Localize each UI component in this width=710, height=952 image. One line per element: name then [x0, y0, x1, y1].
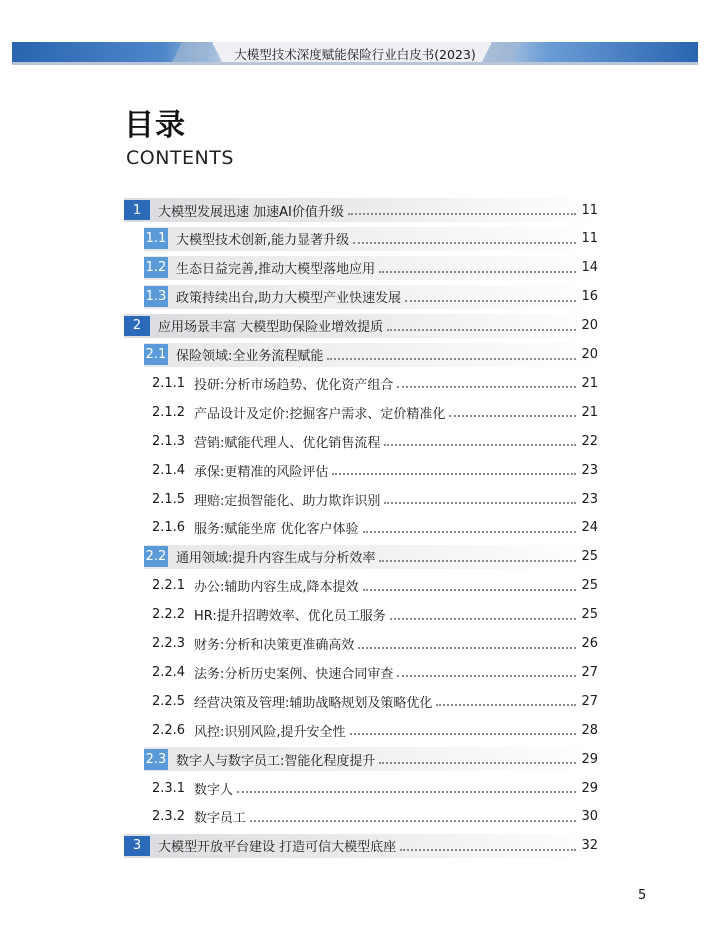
dot-leader: [358, 647, 576, 649]
toc-entry-page: 23: [581, 491, 598, 507]
toc-entry-number: 2.1.6: [152, 520, 186, 536]
dot-leader: [237, 791, 576, 793]
dot-leader: [387, 329, 576, 331]
dot-leader: [250, 820, 576, 822]
toc-entry-label: 数字人与数字员工:智能化程度提升: [176, 753, 376, 769]
toc-entry-label: 保险领域:全业务流程赋能: [176, 349, 324, 364]
toc-entry-2-1-4[interactable]: [152, 458, 598, 482]
toc-entry-label: 财务:分析和决策更准确高效: [194, 638, 355, 653]
dot-leader: [327, 358, 576, 360]
dot-leader: [436, 704, 576, 706]
toc-entry-label: HR:提升招聘效率、优化员工服务: [194, 609, 386, 625]
toc-entry-page: 16: [581, 289, 598, 305]
toc-entry-label: 大模型技术创新,能力显著升级: [176, 233, 350, 249]
toc-entry-label: 产品设计及定价:挖掘客户需求、定价精准化: [194, 406, 446, 422]
toc-entry-number: 2.2.6: [152, 722, 186, 738]
toc-entry-page: 25: [581, 578, 598, 594]
toc-entry-number: 1.1: [144, 228, 168, 249]
dot-leader: [390, 618, 576, 620]
toc-entry-number: 2.1.3: [152, 433, 186, 449]
toc-entry-number: 2: [124, 316, 150, 336]
dot-leader: [363, 531, 576, 533]
toc-entry-2-1-5[interactable]: [152, 487, 598, 511]
page-number: 5: [638, 888, 647, 903]
toc-entry-label: 投研:分析市场趋势、优化资产组合: [194, 377, 394, 393]
toc-entry-number: 2.3.2: [152, 809, 186, 825]
toc-entry-page: 32: [581, 838, 598, 854]
toc-entry-2-1-2[interactable]: [152, 400, 598, 424]
toc-entry-number: 2.2.4: [152, 664, 186, 680]
header-title: 大模型技术深度赋能保险行业白皮书(2023): [234, 47, 476, 62]
dot-leader: [348, 213, 576, 215]
toc-entry-number: 1.2: [144, 257, 168, 278]
toc-entry-label: 经营决策及管理:辅助战略规划及策略优化: [194, 695, 433, 711]
toc-entry-1-1[interactable]: [144, 227, 598, 251]
toc-entry-number: 1.3: [144, 286, 168, 307]
toc-entry-page: 25: [581, 549, 598, 565]
toc-entry-page: 29: [581, 751, 598, 767]
dot-leader: [379, 271, 576, 273]
toc-entry-number: 2.2.1: [152, 578, 186, 594]
toc-entry-page: 27: [581, 693, 598, 709]
toc-entry-page: 23: [581, 462, 598, 478]
toc-entry-label: 理赔:定损智能化、助力欺诈识别: [194, 493, 381, 509]
toc-entry-number: 2.2: [144, 546, 168, 567]
dot-leader: [332, 473, 576, 475]
toc-entry-2-2-4[interactable]: [152, 660, 598, 684]
toc-entry-page: 28: [581, 722, 598, 738]
toc-entry-2-2[interactable]: [144, 545, 598, 569]
toc-entry-number: 3: [124, 836, 150, 856]
toc-entry-2-1-6[interactable]: [152, 516, 598, 540]
toc-entry-label: 数字人: [194, 782, 234, 798]
toc-entry-1[interactable]: [124, 198, 598, 222]
dot-leader: [397, 675, 576, 677]
toc-entry-label: 办公:辅助内容生成,降本提效: [194, 580, 359, 596]
toc-entry-number: 2.1: [144, 344, 168, 365]
toc-entry-label: 法务:分析历史案例、快速合同审查: [194, 666, 394, 682]
toc-entry-page: 24: [581, 520, 598, 536]
dot-leader: [363, 589, 576, 591]
toc-entry-page: 21: [581, 375, 598, 391]
toc-entry-label: 应用场景丰富 大模型助保险业增效提质: [158, 320, 384, 336]
toc-entry-label: 大模型发展迅速 加速AI价值升级: [158, 204, 344, 220]
toc-entry-2-2-6[interactable]: [152, 718, 598, 742]
toc-entry-page: 11: [581, 202, 598, 218]
toc-entry-page: 21: [581, 404, 598, 420]
toc-entry-2-2-2[interactable]: [152, 603, 598, 627]
toc-title-chinese: 目录: [124, 108, 186, 143]
toc-entry-1-3[interactable]: [144, 285, 598, 309]
toc-entry-number: 2.1.2: [152, 404, 186, 420]
toc-entry-2-1-1[interactable]: [152, 371, 598, 395]
toc-entry-page: 26: [581, 636, 598, 651]
toc-entry-number: 2.2.5: [152, 693, 186, 709]
dot-leader: [405, 300, 576, 302]
dot-leader: [397, 386, 576, 388]
dot-leader: [449, 415, 576, 417]
toc-entry-page: 11: [581, 231, 598, 247]
toc-entry-2-2-1[interactable]: [152, 574, 598, 598]
toc-entry-2[interactable]: [124, 314, 598, 338]
toc-entry-label: 生态日益完善,推动大模型落地应用: [176, 262, 376, 278]
toc-entry-number: 2.1.1: [152, 375, 186, 391]
toc-entry-label: 承保:更精准的风险评估: [194, 464, 329, 480]
dot-leader: [384, 502, 576, 504]
toc-entry-number: 1: [124, 200, 150, 220]
toc-entry-3[interactable]: [124, 834, 598, 858]
toc-entry-page: 14: [581, 260, 598, 276]
toc-entry-number: 2.1.5: [152, 491, 186, 507]
toc-entry-2-1-3[interactable]: [152, 429, 598, 453]
toc-entry-number: 2.2.2: [152, 607, 186, 623]
toc-title-english: CONTENTS: [126, 147, 234, 169]
toc-entry-2-2-5[interactable]: [152, 689, 598, 713]
dot-leader: [379, 560, 576, 562]
dot-leader: [353, 242, 576, 244]
dot-leader: [350, 733, 576, 735]
toc-entry-page: 25: [581, 607, 598, 623]
toc-entry-page: 20: [581, 318, 598, 334]
toc-entry-2-3-1[interactable]: [152, 776, 598, 800]
toc-entry-label: 政策持续出台,助力大模型产业快速发展: [176, 291, 402, 307]
toc-entry-page: 22: [581, 433, 598, 449]
toc-entry-number: 2.3.1: [152, 780, 186, 796]
toc-entry-label: 通用领域:提升内容生成与分析效率: [176, 551, 376, 567]
toc-entry-number: 2.2.3: [152, 636, 186, 651]
toc-entry-2-2-3[interactable]: [152, 632, 598, 656]
toc-entry-2-3[interactable]: [144, 747, 598, 771]
toc-entry-number: 2.1.4: [152, 462, 186, 478]
toc-entry-1-2[interactable]: [144, 256, 598, 280]
toc-entry-page: 27: [581, 664, 598, 680]
toc-entry-number: 2.3: [144, 749, 168, 770]
toc-entry-label: 风控:识别风险,提升安全性: [194, 724, 346, 740]
toc-entry-page: 29: [581, 780, 598, 796]
toc-entry-label: 营销:赋能代理人、优化销售流程: [194, 435, 381, 451]
toc-entry-page: 20: [581, 347, 598, 362]
dot-leader: [400, 849, 576, 851]
toc-entry-label: 数字员工: [194, 811, 247, 827]
toc-entry-label: 大模型开放平台建设 打造可信大模型底座: [158, 840, 397, 856]
dot-leader: [379, 762, 576, 764]
toc-entry-2-1[interactable]: [144, 343, 598, 367]
toc-entry-label: 服务:赋能坐席 优化客户体验: [194, 522, 359, 538]
toc-entry-2-3-2[interactable]: [152, 805, 598, 829]
dot-leader: [384, 444, 576, 446]
toc-entry-page: 30: [581, 809, 598, 825]
